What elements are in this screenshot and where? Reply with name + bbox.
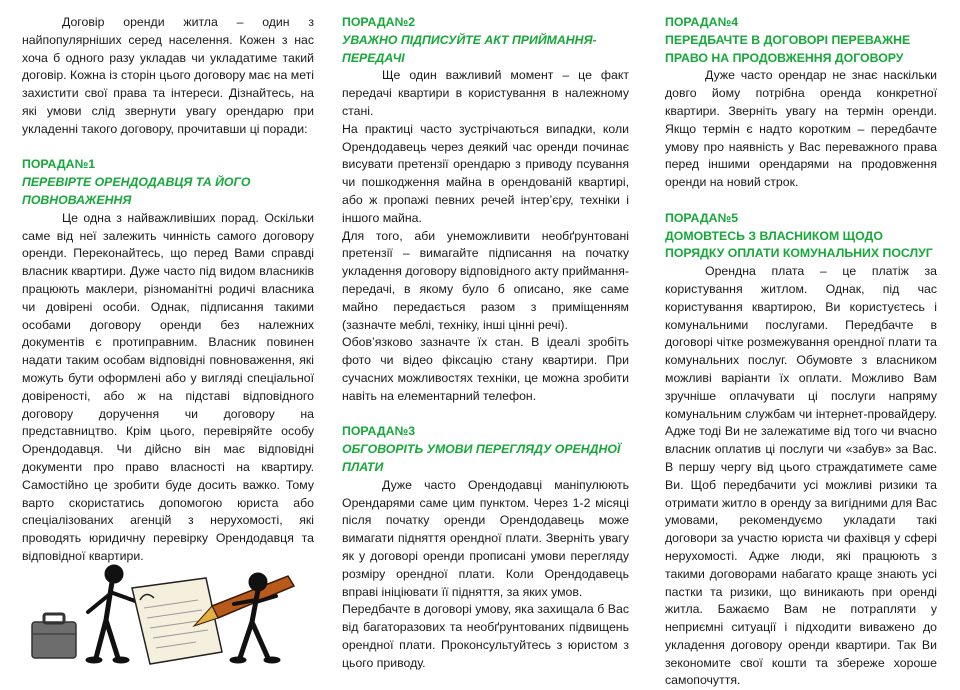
tip3-number: ПОРАДА№3 bbox=[342, 424, 416, 439]
tip2-paragraph-3: Для того, аби унеможливити необґрунтовані претензії – вимагайте підписання на початку укладення договору відповідного акту приймання-передачі, в якому було б описано, яке саме майно передається разом з приміщенням (зазначте меблі, техніку, інші цінні речі). bbox=[342, 228, 629, 332]
tip2-number: ПОРАДА№2 bbox=[342, 15, 416, 29]
tip4-title: ПЕРЕДБАЧТЕ В ДОГОВОРІ ПЕРЕВАЖНЕ ПРАВО НА ПРОДОВЖЕННЯ ДОГОВОРУ bbox=[665, 32, 911, 65]
tip3-title: ОБГОВОРІТЬ УМОВИ ПЕРЕГЛЯДУ ОРЕНДНОЇ ПЛАТИ bbox=[342, 442, 621, 474]
left-figure-icon bbox=[86, 565, 138, 663]
tip5-number: ПОРАДА№5 bbox=[665, 210, 739, 225]
briefcase-icon bbox=[32, 614, 76, 658]
column-3 bbox=[665, 14, 937, 690]
contract-signing-illustration bbox=[26, 560, 312, 672]
tip1-number: ПОРАДА№1 bbox=[22, 157, 96, 172]
tip1-title: ПЕРЕВІРТЕ ОРЕНДОДАВЦЯ ТА ЙОГО ПОВНОВАЖЕННЯ bbox=[22, 175, 251, 207]
tip4-number: ПОРАДА№4 bbox=[665, 15, 739, 29]
column-2 bbox=[342, 14, 629, 672]
tip5-title: ДОМОВТЕСЬ З ВЛАСНИКОМ ЩОДО ПОРЯДКУ ОПЛАТИ КОМУНАЛЬНИХ ПОСЛУГ bbox=[665, 228, 933, 261]
tip2-paragraph-2: На практиці часто зустрічаються випадки, коли Орендодавець через деякий час оренди починає висувати претензії орендарю з приводу псування чи пошкодження майна в орендованій квартирі, або ж пропажі певних речей інтер’єру, техніки і іншого майна. bbox=[342, 121, 629, 225]
tip5-text: Орендна плата – це платіж за користування житлом. Однак, під час користування квартирою, Ви користуєтесь і комунальними послугами. Передбачте в договорі чітке розмежування орендної плати та комунальних послуг. Обумовте з власником можливі варіанти їх оплати. Можливо Вам зручніше оплачувати ці послуги напряму комунальним службам чи інтернет-провайдеру. Адже тоді Ви не залежатиме від того чи вчасно власник оплатив ці послуги чи «забув» за Вас. В першу чергу від цього страждатимете саме Ви. Щоб передбачити усі можливі ризики та отримати житло в оренду за вигідними для Вас умовами, рекомендуємо укладати такі договори за участю юриста чи фахівця у сфері нерухомості. Адже люди, які працюють з такими договорами набагато краще знають усі пастки та ризики, що виникають при оренді житла. Бажаємо Вам не потрапляти у неприємні ситуації і підходити виважено до укладення договору оренди квартири. Так Ви зекономите свої кошти та збереже хороше самопочуття. bbox=[665, 264, 937, 688]
tip3-paragraph-1: Дуже часто Орендодавці маніпулюють Орендарями саме цим пунктом. Через 1-2 місяці після початку оренди Орендодавець може вимагати підняття орендної плати. Зверніть увагу як у договорі оренди прописані умови перегляду розміру орендної плати. Коли Орендодавець вправі ініціювати її підняття, за яких умов. bbox=[342, 477, 629, 599]
tip3-paragraph-2: Передбачте в договорі умову, яка захищала б Вас від багаторазових та необґрунтованих підвищень орендної плати. Проконсультуйтесь з юристом з цього приводу. bbox=[342, 602, 629, 670]
contract-signing-icon bbox=[26, 560, 312, 672]
tip2-title: УВАЖНО ПІДПИСУЙТЕ АКТ ПРИЙМАННЯ-ПЕРЕДАЧІ bbox=[342, 32, 597, 65]
tip2-paragraph-1: Ще один важливий момент – це факт передачі квартири в користування в належному стані. bbox=[342, 68, 629, 118]
tip1-text: Це одна з найважливіших порад. Оскільки саме від неї залежить чинність самого договору оренди. Переконайтесь, що перед Вами справді власник квартири. Дуже часто під видом власників працюють маклери, різноманітні родичі власника чи довірені особи. Однак, підписання такими особами договору оренди без належних документів є протиправним. Власник повинен надати таким особам відповідні повноваження, які можуть бути оформлені або у вигляді спеціальної довіреності, або ж на підставі відповідного договору доручення чи договору на представництво. Крім цього, перевіряйте особу Орендодавця. Чи дійсно він має відповідні документи про право власності на квартиру. Самостійно це зробити буде досить важко. Тому варто скористатись допомогою юриста або спеціалізованих агенцій з нерухомості, які проводять юридичну перевірку Орендодавця та відповідної квартири. bbox=[22, 210, 314, 563]
intro-paragraph: Договір оренди житла – один з найпопулярніших серед населення. Кожен з нас хоча б одного разу укладав чи укладатиме такий договір. Кожна із сторін цього договору має на меті захистити свої права та інтереси. Дізнайтесь, на які умови слід звернути увагу орендарю при укладенні такого договору, прочитавши ці поради: bbox=[22, 15, 314, 136]
tip2-paragraph-4: Обов’язково зазначте їх стан. В ідеалі зробіть фото чи відео фіксацію стану квартири. При сучасних можливостях техніки, це можна зробити навіть на елементарний телефон. bbox=[342, 335, 629, 403]
column-1 bbox=[22, 14, 314, 566]
tip4-text: Дуже часто орендар не знає наскільки довго йому потрібна оренда конкретної квартири. Зверніть увагу на термін оренди. Якщо термін є надто коротким – передбачте умову про наявність у Вас переважного права перед іншими орендарями на продовження оренди на новий строк. bbox=[665, 68, 937, 190]
